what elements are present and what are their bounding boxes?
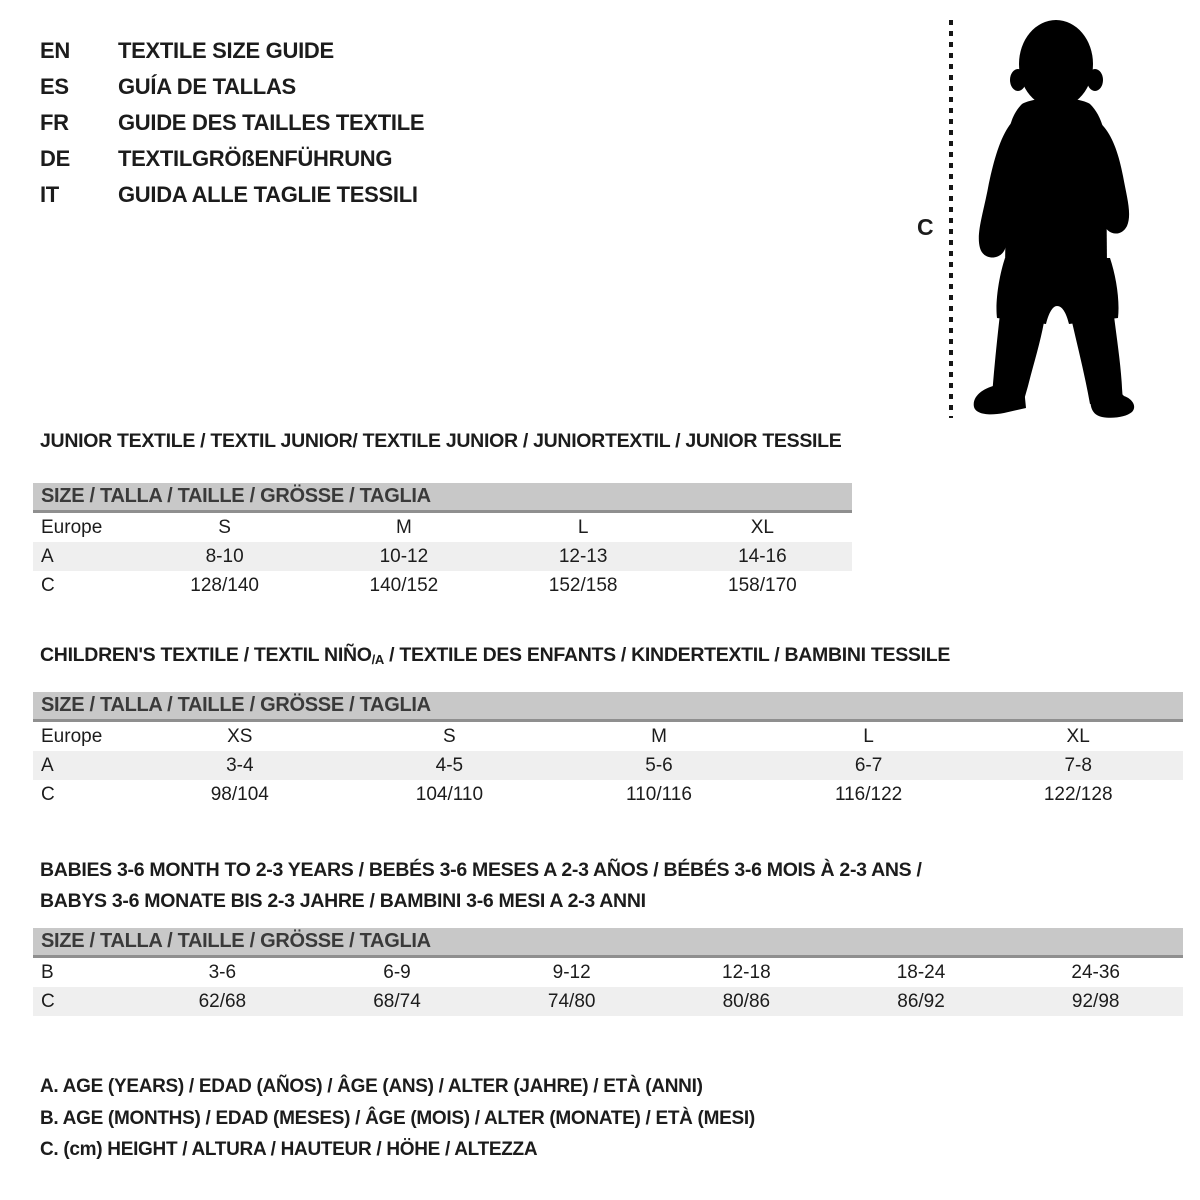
guide-title: GUÍA DE TALLAS: [118, 74, 296, 99]
height-measure-dashed-line: [949, 20, 953, 418]
size-cell: S: [443, 726, 456, 747]
age-cell: 8-10: [205, 546, 244, 567]
language-code: IT: [40, 182, 59, 207]
table-row-height: [33, 780, 1183, 809]
children-title-text: CHILDREN'S TEXTILE / TEXTIL NIÑO: [40, 644, 372, 666]
size-cell: L: [577, 517, 589, 538]
age-cell: 7-8: [1064, 755, 1092, 776]
children-title-subscript: /A: [371, 652, 385, 667]
age-cell: 6-7: [854, 755, 883, 776]
footnote-c: C. (cm) HEIGHT / ALTURA / HAUTEUR / HÖHE / ALTEZZA: [40, 1139, 538, 1160]
children-size-table: [33, 692, 1183, 809]
language-code: FR: [40, 110, 69, 135]
toddler-silhouette-icon: [960, 18, 1150, 420]
age-cell: 4-5: [435, 755, 464, 776]
row-label: B: [41, 962, 54, 983]
language-code: ES: [40, 74, 69, 99]
guide-title: TEXTILE SIZE GUIDE: [118, 38, 334, 63]
age-cell: 10-12: [379, 546, 429, 567]
age-cell: 12-18: [722, 962, 771, 983]
language-row-de: [40, 141, 424, 177]
age-cell: 24-36: [1071, 962, 1120, 983]
height-cell: 80/86: [722, 991, 771, 1012]
legend-footnotes: [40, 1071, 755, 1166]
language-header: [40, 33, 424, 213]
age-cell: 3-6: [208, 962, 237, 983]
babies-title-line1: BABIES 3-6 MONTH TO 2-3 YEARS / BEBÉS 3-6 MESES A 2-3 AÑOS / BÉBÉS 3-6 MOIS À 2-3 ANS /: [40, 859, 922, 881]
size-cell: L: [863, 726, 874, 747]
size-cell: XL: [750, 517, 774, 538]
height-cell: 62/68: [198, 991, 247, 1012]
language-row-fr: [40, 105, 424, 141]
children-section-title: [40, 644, 950, 667]
height-measurement-figure: [905, 18, 1165, 422]
height-cell: 86/92: [897, 991, 945, 1012]
language-row-es: [40, 69, 424, 105]
children-title-text: / TEXTILE DES ENFANTS / KINDERTEXTIL / BAMBINI TESSILE: [384, 644, 951, 666]
table-row-age-months: [33, 958, 1183, 987]
height-cell: 92/98: [1071, 991, 1120, 1012]
height-cell: 158/170: [728, 575, 797, 596]
age-cell: 3-4: [226, 755, 254, 776]
height-cell: 140/152: [369, 575, 439, 596]
height-cell: 152/158: [548, 575, 618, 596]
age-cell: 5-6: [645, 755, 673, 776]
table-row-europe: [33, 513, 852, 542]
height-cell: 98/104: [210, 784, 269, 805]
age-cell: 12-13: [558, 546, 608, 567]
row-label: Europe: [41, 517, 103, 538]
age-cell: 6-9: [383, 962, 411, 983]
age-cell: 14-16: [738, 546, 787, 567]
size-header-bar: SIZE / TALLA / TAILLE / GRÖSSE / TAGLIA: [33, 928, 1183, 958]
size-header-bar: SIZE / TALLA / TAILLE / GRÖSSE / TAGLIA: [33, 483, 852, 513]
size-header-bar: SIZE / TALLA / TAILLE / GRÖSSE / TAGLIA: [33, 692, 1183, 722]
row-label: A: [41, 546, 54, 567]
height-cell: 104/110: [415, 784, 484, 805]
size-cell: XS: [227, 726, 253, 747]
row-label: A: [41, 755, 54, 776]
footnote-a: A. AGE (YEARS) / EDAD (AÑOS) / ÂGE (ANS) / ALTER (JAHRE) / ETÀ (ANNI): [40, 1076, 703, 1097]
row-label: Europe: [41, 726, 103, 747]
age-cell: 9-12: [552, 962, 591, 983]
language-code: EN: [40, 38, 70, 63]
junior-section-title: JUNIOR TEXTILE / TEXTIL JUNIOR/ TEXTILE JUNIOR / JUNIORTEXTIL / JUNIOR TESSILE: [40, 430, 842, 452]
table-row-europe: [33, 722, 1183, 751]
row-label: C: [41, 991, 55, 1012]
height-cell: 128/140: [190, 575, 259, 596]
row-label: C: [41, 575, 55, 596]
height-cell: 110/116: [626, 784, 692, 805]
table-row-height: [33, 987, 1183, 1016]
babies-title-line2: BABYS 3-6 MONATE BIS 2-3 JAHRE / BAMBINI 3-6 MESI A 2-3 ANNI: [40, 890, 646, 912]
size-cell: XL: [1066, 726, 1090, 747]
babies-size-table: [33, 928, 1183, 1016]
height-measure-label: C: [917, 214, 934, 240]
table-row-age: [33, 542, 852, 571]
age-cell: 18-24: [896, 962, 946, 983]
size-cell: M: [395, 517, 412, 538]
size-cell: S: [218, 517, 231, 538]
guide-title: GUIDE DES TAILLES TEXTILE: [118, 110, 425, 135]
height-cell: 74/80: [547, 991, 596, 1012]
language-code: DE: [40, 146, 70, 171]
table-row-age: [33, 751, 1183, 780]
height-cell: 68/74: [373, 991, 421, 1012]
guide-title: TEXTILGRÖßENFÜHRUNG: [118, 146, 393, 171]
table-row-height: [33, 571, 852, 600]
babies-section-title: [40, 855, 922, 917]
language-row-it: [40, 177, 424, 213]
size-cell: M: [651, 726, 667, 747]
height-cell: 116/122: [834, 784, 903, 805]
language-row-en: [40, 33, 424, 69]
row-label: C: [41, 784, 55, 805]
footnote-b: B. AGE (MONTHS) / EDAD (MESES) / ÂGE (MOIS) / ALTER (MONATE) / ETÀ (MESI): [40, 1107, 755, 1129]
height-cell: 122/128: [1043, 784, 1113, 805]
guide-title: GUIDA ALLE TAGLIE TESSILI: [118, 182, 418, 207]
junior-size-table: [33, 483, 852, 600]
